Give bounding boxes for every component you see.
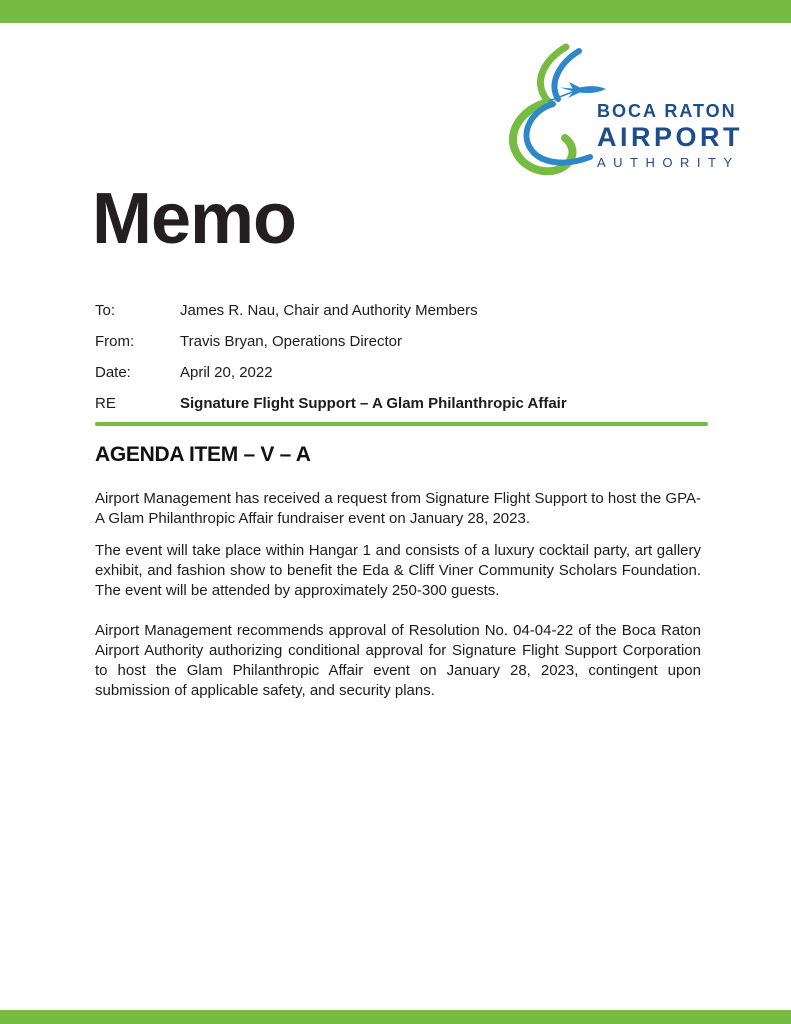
memo-header-fields bbox=[95, 302, 705, 426]
logo-wordmark bbox=[597, 102, 743, 170]
memo-title: Memo bbox=[92, 179, 297, 259]
field-value-date: April 20, 2022 bbox=[180, 364, 273, 381]
field-row-date bbox=[95, 364, 705, 382]
field-label-date: Date: bbox=[95, 364, 131, 381]
bottom-green-bar bbox=[0, 1010, 791, 1024]
logo-line-airport: AIRPORT bbox=[597, 121, 743, 152]
field-value-re: Signature Flight Support – A Glam Philanthropic Affair bbox=[180, 395, 567, 412]
logo-line-authority: AUTHORITY bbox=[597, 155, 740, 171]
field-label-from: From: bbox=[95, 333, 135, 350]
field-value-to: James R. Nau, Chair and Authority Members bbox=[180, 302, 478, 319]
field-row-to bbox=[95, 302, 705, 320]
field-value-from: Travis Bryan, Operations Director bbox=[180, 333, 403, 350]
agenda-item-heading: AGENDA ITEM – V – A bbox=[95, 443, 311, 466]
airplane-icon bbox=[560, 82, 606, 98]
logo-swoosh-icon bbox=[505, 42, 610, 177]
field-label-re: RE bbox=[95, 395, 116, 412]
logo-swoosh-blue-loop bbox=[526, 104, 590, 163]
green-divider-line bbox=[95, 422, 708, 426]
body-paragraph-2: The event will take place within Hangar 1 and consists of a luxury cocktail party, art gallery exhibit, and fashion show to benefit the Eda & Cliff Viner Community Scholars Foundation. The event will be attended by approximately 250-300 guests. bbox=[95, 542, 701, 599]
field-row-from bbox=[95, 333, 705, 351]
airport-authority-logo bbox=[505, 42, 750, 177]
top-green-bar bbox=[0, 0, 791, 23]
field-row-re bbox=[95, 395, 705, 413]
field-label-to: To: bbox=[95, 302, 116, 319]
body-paragraph-1: Airport Management has received a request from Signature Flight Support to host the GPA- A Glam Philanthropic Affair fundraiser event on January 28, 2023. bbox=[95, 490, 701, 527]
logo-line-boca-raton: BOCA RATON bbox=[597, 101, 737, 121]
body-paragraph-3: Airport Management recommends approval of Resolution No. 04-04-22 of the Boca Raton Airport Authority authorizing conditional approval for Signature Flight Support Corporation to host the Glam Philanthropic Affair event on January 28, 2023, contingent upon submission of applicable safety, and security plans. bbox=[95, 622, 701, 699]
